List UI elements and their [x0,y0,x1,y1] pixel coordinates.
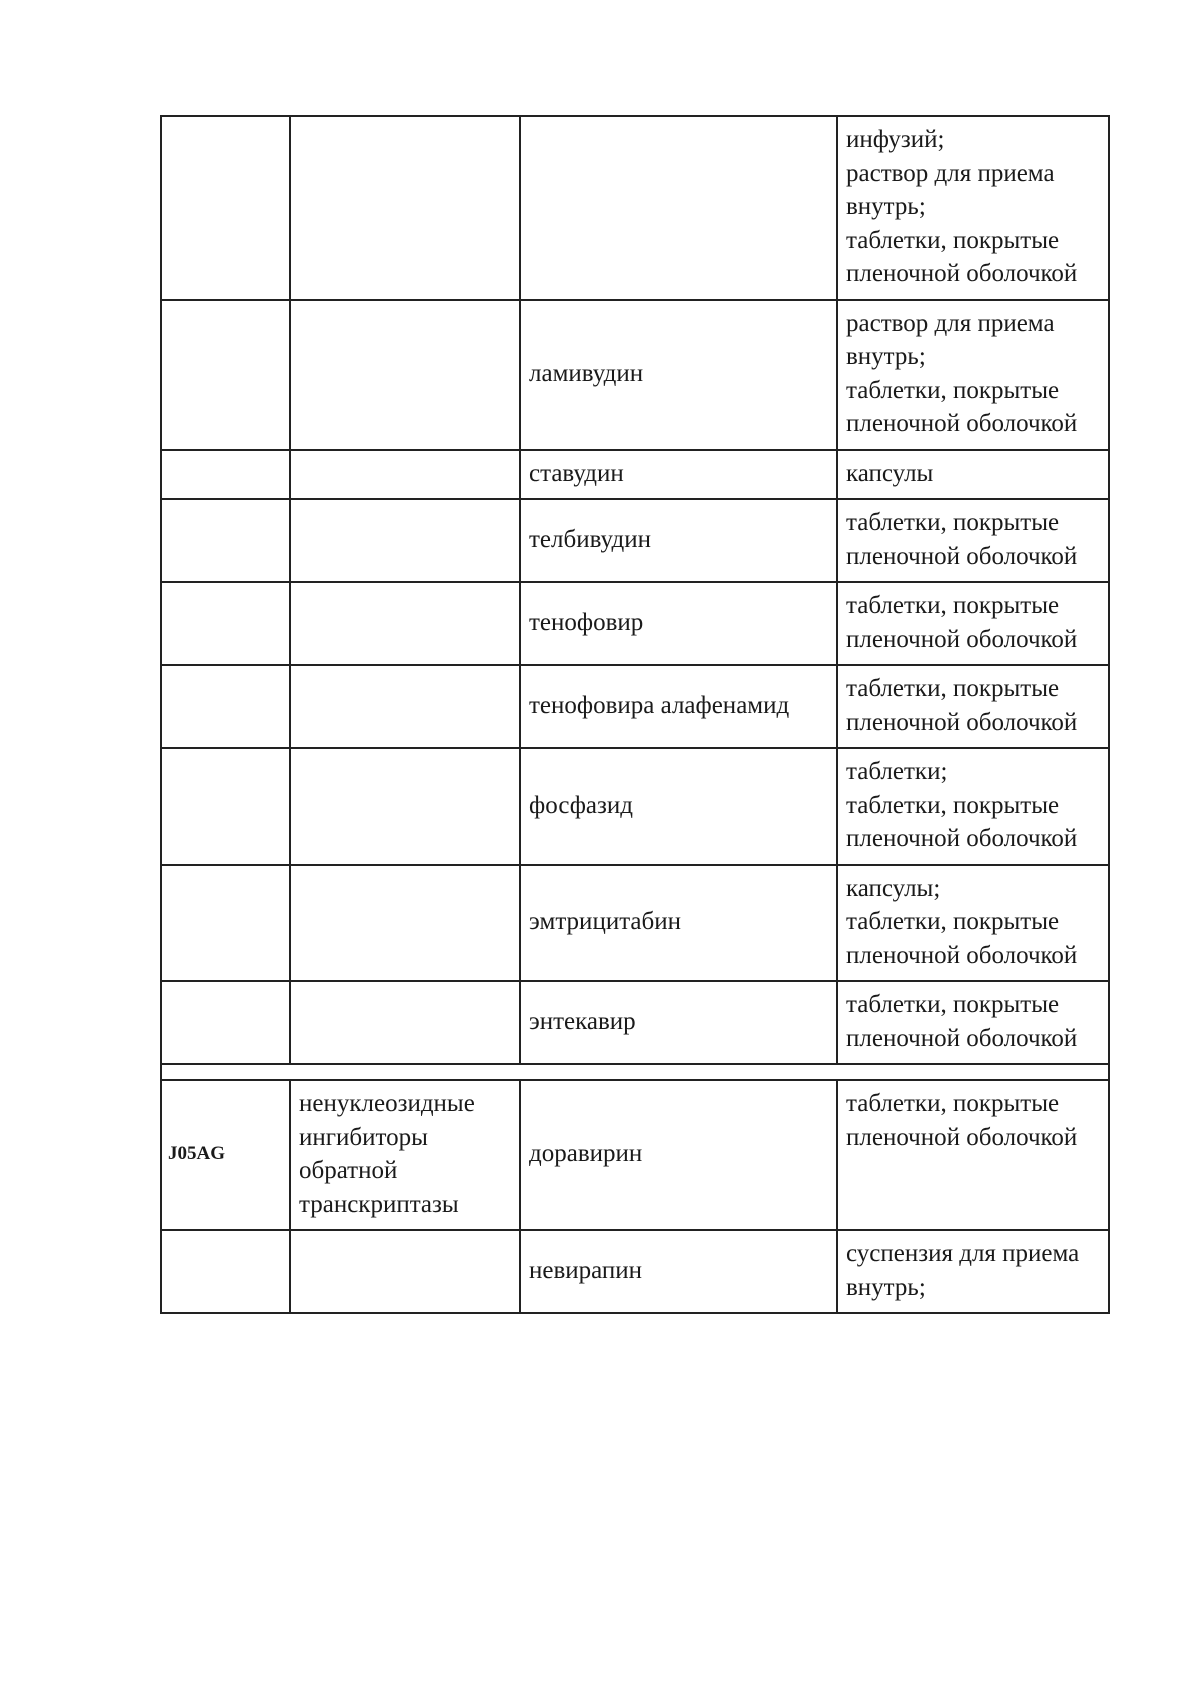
drug-name-cell: эмтрицитабин [520,865,837,982]
atc-code-cell [161,865,290,982]
group-name-cell [290,1230,520,1313]
atc-code-cell: J05AG [161,1080,290,1230]
dosage-form-cell: таблетки, покрытые пленочной оболочкой [837,665,1109,748]
table-row [161,499,1109,582]
atc-code-cell [161,582,290,665]
group-name-cell [290,748,520,865]
table-row [161,300,1109,450]
atc-code-cell [161,116,290,300]
drug-name-cell: тенофовира алафенамид [520,665,837,748]
drug-name-cell: доравирин [520,1080,837,1230]
atc-code-cell [161,450,290,500]
table-row [161,450,1109,500]
group-name-cell: ненуклеозидные ингибиторы обратной транскриптазы [290,1080,520,1230]
dosage-form-cell: капсулы [837,450,1109,500]
group-name-cell [290,865,520,982]
atc-code-cell [161,665,290,748]
group-name-cell [290,499,520,582]
table-row [161,981,1109,1064]
atc-code-cell [161,981,290,1064]
section-separator-row [161,1064,1109,1080]
table-row [161,1230,1109,1313]
dosage-form-cell: таблетки, покрытые пленочной оболочкой [837,981,1109,1064]
group-name-cell [290,300,520,450]
group-name-cell [290,981,520,1064]
atc-code-cell [161,748,290,865]
drug-name-cell: энтекавир [520,981,837,1064]
dosage-form-cell: таблетки; таблетки, покрытые пленочной оболочкой [837,748,1109,865]
group-name-cell [290,582,520,665]
drug-name-cell [520,116,837,300]
dosage-form-cell: капсулы; таблетки, покрытые пленочной оболочкой [837,865,1109,982]
drug-name-cell: телбивудин [520,499,837,582]
drug-table [160,115,1110,1314]
dosage-form-cell: суспензия для приема внутрь; [837,1230,1109,1313]
table-row [161,1080,1109,1230]
dosage-form-cell: раствор для приема внутрь; таблетки, покрытые пленочной оболочкой [837,300,1109,450]
dosage-form-cell: инфузий; раствор для приема внутрь; таблетки, покрытые пленочной оболочкой [837,116,1109,300]
atc-code-cell [161,499,290,582]
atc-code-cell [161,300,290,450]
drug-name-cell: ставудин [520,450,837,500]
group-name-cell [290,116,520,300]
table-row [161,116,1109,300]
drug-name-cell: ламивудин [520,300,837,450]
section-separator [161,1064,1109,1080]
dosage-form-cell: таблетки, покрытые пленочной оболочкой [837,499,1109,582]
table-row [161,865,1109,982]
drug-name-cell: тенофовир [520,582,837,665]
atc-code-cell [161,1230,290,1313]
table-row [161,748,1109,865]
dosage-form-cell: таблетки, покрытые пленочной оболочкой [837,582,1109,665]
table-row [161,582,1109,665]
dosage-form-cell: таблетки, покрытые пленочной оболочкой [837,1080,1109,1230]
group-name-cell [290,665,520,748]
group-name-cell [290,450,520,500]
drug-name-cell: фосфазид [520,748,837,865]
table-row [161,665,1109,748]
drug-name-cell: невирапин [520,1230,837,1313]
